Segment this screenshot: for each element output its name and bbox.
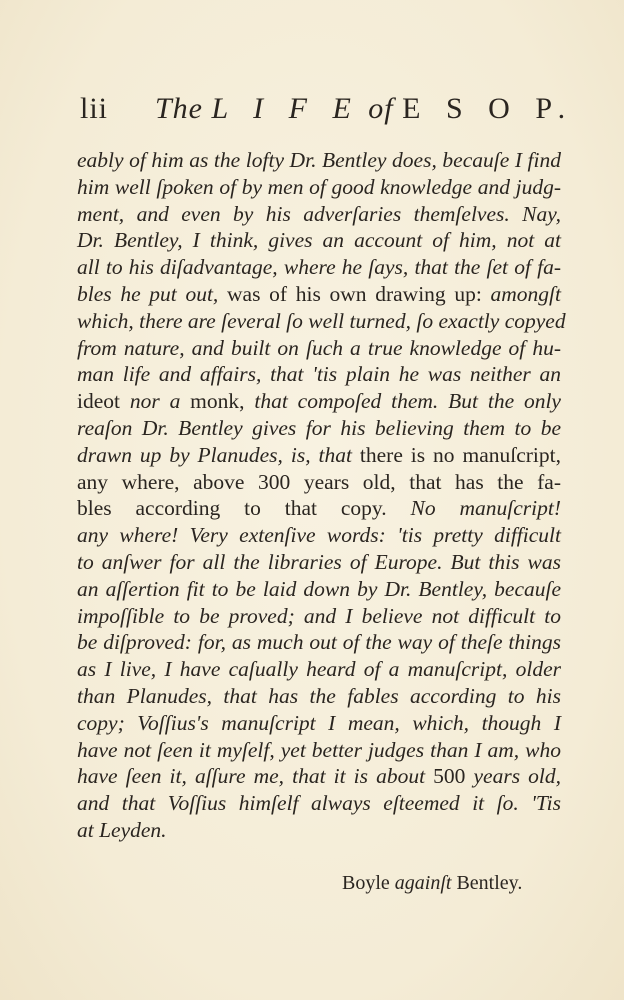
text-line bbox=[77, 710, 561, 737]
text-line bbox=[77, 549, 561, 576]
text-line bbox=[77, 683, 561, 710]
catchword bbox=[342, 872, 522, 895]
text-line bbox=[77, 308, 566, 335]
text-run: an aſſertion fit to be laid down by Dr. Bentley, becauſe bbox=[77, 576, 561, 601]
text-run: all to his diſadvantage, where he ſays, that the ſet of fa- bbox=[77, 255, 561, 280]
text-run: to anſwer for all the libraries of Europe. But this was bbox=[77, 549, 561, 574]
text-run: ideot bbox=[77, 389, 130, 414]
text-run: from nature, and built on ſuch a true knowledge of hu- bbox=[77, 335, 561, 360]
text-run: years old, bbox=[473, 764, 561, 789]
text-run: and that Voſſius himſelf always eſteemed it ſo. 'Tis bbox=[77, 791, 561, 816]
text-run: that compoſed them. But the only bbox=[254, 389, 561, 414]
text-line bbox=[77, 201, 561, 228]
text-run: drawn up by Planudes, is, that bbox=[77, 442, 360, 467]
text-run: impoſſible to be proved; and I believe not difficult to bbox=[77, 603, 561, 628]
text-run: have not ſeen it myſelf, yet better judges than I am, who bbox=[77, 737, 561, 762]
catchword-run: againſt bbox=[394, 872, 457, 894]
text-line bbox=[77, 388, 561, 415]
text-run: than Planudes, that has the fables according to his bbox=[77, 683, 561, 708]
text-run: No manuſcript! bbox=[410, 496, 561, 521]
text-run: bles he put out, bbox=[77, 281, 227, 306]
text-line bbox=[77, 629, 561, 656]
text-line bbox=[77, 335, 561, 362]
text-line bbox=[77, 147, 561, 174]
text-run: monk, bbox=[190, 389, 255, 414]
running-title-life: L I F E bbox=[211, 92, 360, 125]
text-line bbox=[77, 361, 561, 388]
text-run: reaſon Dr. Bentley gives for his believing them to be bbox=[77, 415, 561, 440]
text-line bbox=[77, 442, 561, 469]
catchword-run: Boyle bbox=[342, 872, 395, 894]
text-run: copy; Voſſius's manuſcript I mean, which, though I bbox=[77, 710, 561, 735]
text-line bbox=[77, 227, 561, 254]
text-run: as I live, I have caſually heard of a manuſcript, older bbox=[77, 657, 561, 682]
text-run: any where! Very extenſive words: 'tis pretty difficult bbox=[77, 523, 561, 548]
text-run: was of his own drawing up: bbox=[227, 281, 491, 306]
text-line bbox=[77, 469, 561, 496]
page-header bbox=[80, 92, 575, 132]
text-line bbox=[77, 495, 561, 522]
text-run: nor a bbox=[129, 389, 191, 414]
text-run: man life and affairs, that 'tis plain he was neither an bbox=[77, 362, 561, 387]
text-run: eably of him as the lofty Dr. Bentley does, becauſe I find bbox=[77, 148, 561, 172]
text-line bbox=[77, 522, 561, 549]
text-line bbox=[77, 254, 561, 281]
text-run: which, there are ſeveral ſo well turned, ſo exactly copyed bbox=[77, 308, 566, 333]
text-run: any where, above 300 years old, that has the fa- bbox=[77, 469, 561, 494]
text-line bbox=[77, 790, 561, 817]
catchword-run: Bentley. bbox=[456, 872, 523, 894]
text-line bbox=[77, 737, 561, 764]
text-line bbox=[77, 603, 561, 630]
text-line bbox=[77, 576, 561, 603]
text-run: ment, and even by his adverſaries themſelves. Nay, bbox=[77, 201, 561, 226]
text-run: have ſeen it, aſſure me, that it is about bbox=[77, 764, 434, 789]
text-line bbox=[77, 656, 561, 683]
text-line bbox=[77, 415, 561, 442]
text-run: at Leyden. bbox=[77, 817, 167, 842]
running-title bbox=[155, 92, 574, 126]
text-run: be diſproved: for, as much out of the way of theſe things bbox=[77, 630, 561, 655]
running-title-the: The bbox=[155, 92, 203, 125]
body-text bbox=[77, 147, 566, 844]
text-run: there is no manuſcript, bbox=[359, 442, 561, 467]
text-run: Dr. Bentley, I think, gives an account of him, not at bbox=[77, 228, 561, 253]
text-line bbox=[77, 763, 561, 790]
text-line bbox=[77, 281, 561, 308]
text-run: 500 bbox=[433, 764, 474, 789]
text-run: bles according to that copy. bbox=[77, 496, 411, 521]
text-run: amongſt bbox=[490, 281, 561, 306]
text-line bbox=[77, 174, 561, 201]
text-line bbox=[77, 817, 561, 844]
running-title-esop: E S O P. bbox=[402, 92, 575, 125]
text-run: him well ſpoken of by men of good knowledge and judg- bbox=[77, 174, 561, 199]
running-title-of: of bbox=[368, 92, 394, 125]
page-number: lii bbox=[80, 92, 109, 125]
